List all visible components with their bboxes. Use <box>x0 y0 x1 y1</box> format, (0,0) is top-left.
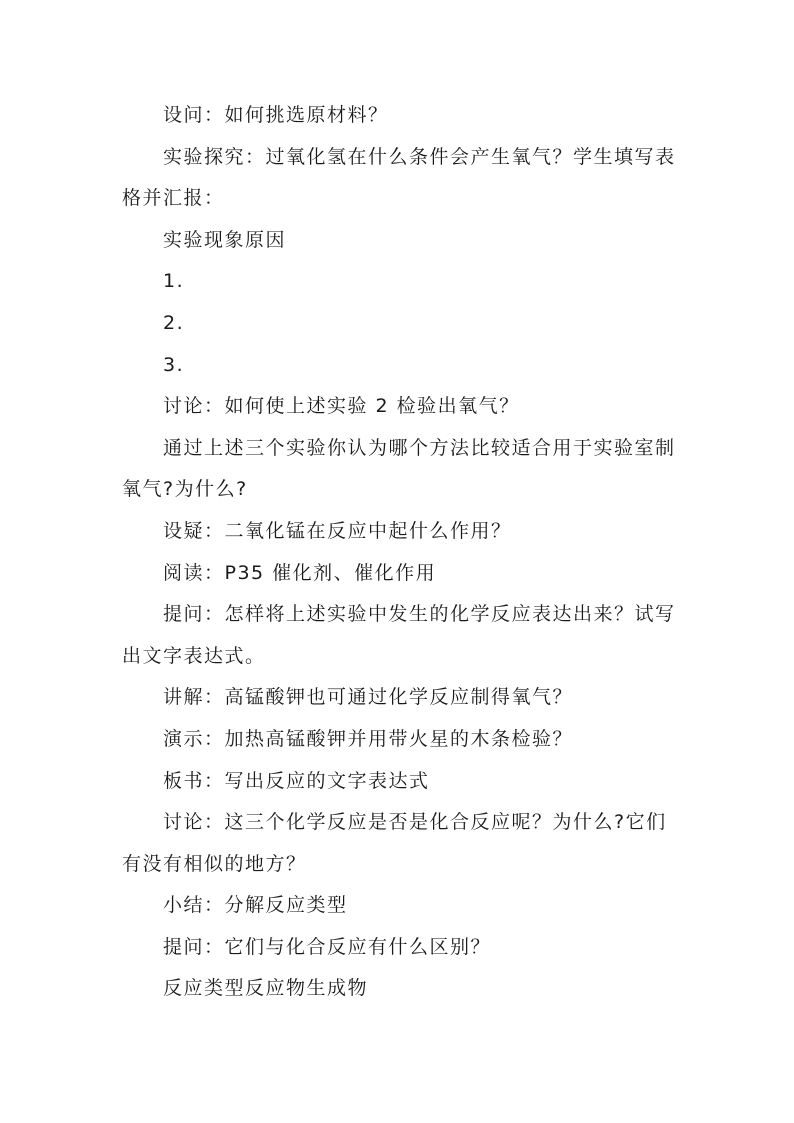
paragraph-question-expression: 提问：怎样将上述实验中发生的化学反应表达出来？试写出文字表达式。 <box>122 603 676 667</box>
paragraph-item-3: 3. <box>163 353 185 376</box>
paragraph-explanation: 讲解：高锰酸钾也可通过化学反应制得氧气？ <box>163 686 574 709</box>
paragraph-reading: 阅读：P35 催化剂、催化作用 <box>163 561 437 584</box>
document-body <box>122 95 682 1010</box>
paragraph-question-difference: 提问：它们与化合反应有什么区别？ <box>163 935 492 958</box>
paragraph-discussion-oxygen: 讨论：如何使上述实验 2 检验出氧气？ <box>163 395 520 418</box>
paragraph-item-2: 2. <box>163 311 185 334</box>
paragraph-discussion-reactions: 讨论：这三个化学反应是否是化合反应呢？为什么?它们有没有相似的地方？ <box>122 811 667 875</box>
paragraph-demonstration: 演示：加热高锰酸钾并用带火星的木条检验？ <box>163 727 574 750</box>
paragraph-summary: 小结：分解反应类型 <box>163 894 348 917</box>
paragraph-reaction-types: 反应类型反应物生成物 <box>163 977 369 1000</box>
paragraph-question-catalyst: 设疑：二氧化锰在反应中起什么作用？ <box>163 519 512 542</box>
paragraph-table-header: 实验现象原因 <box>163 228 287 251</box>
paragraph-method-choice: 通过上述三个实验你认为哪个方法比较适合用于实验室制氧气?为什么? <box>122 436 676 501</box>
paragraph-experiment-inquiry: 实验探究：过氧化氢在什么条件会产生氧气？学生填写表格并汇报： <box>122 145 676 210</box>
paragraph-item-1: 1. <box>163 270 185 293</box>
paragraph-blackboard: 板书：写出反应的文字表达式 <box>163 769 430 792</box>
paragraph-question-materials: 设问：如何挑选原材料？ <box>163 104 389 126</box>
